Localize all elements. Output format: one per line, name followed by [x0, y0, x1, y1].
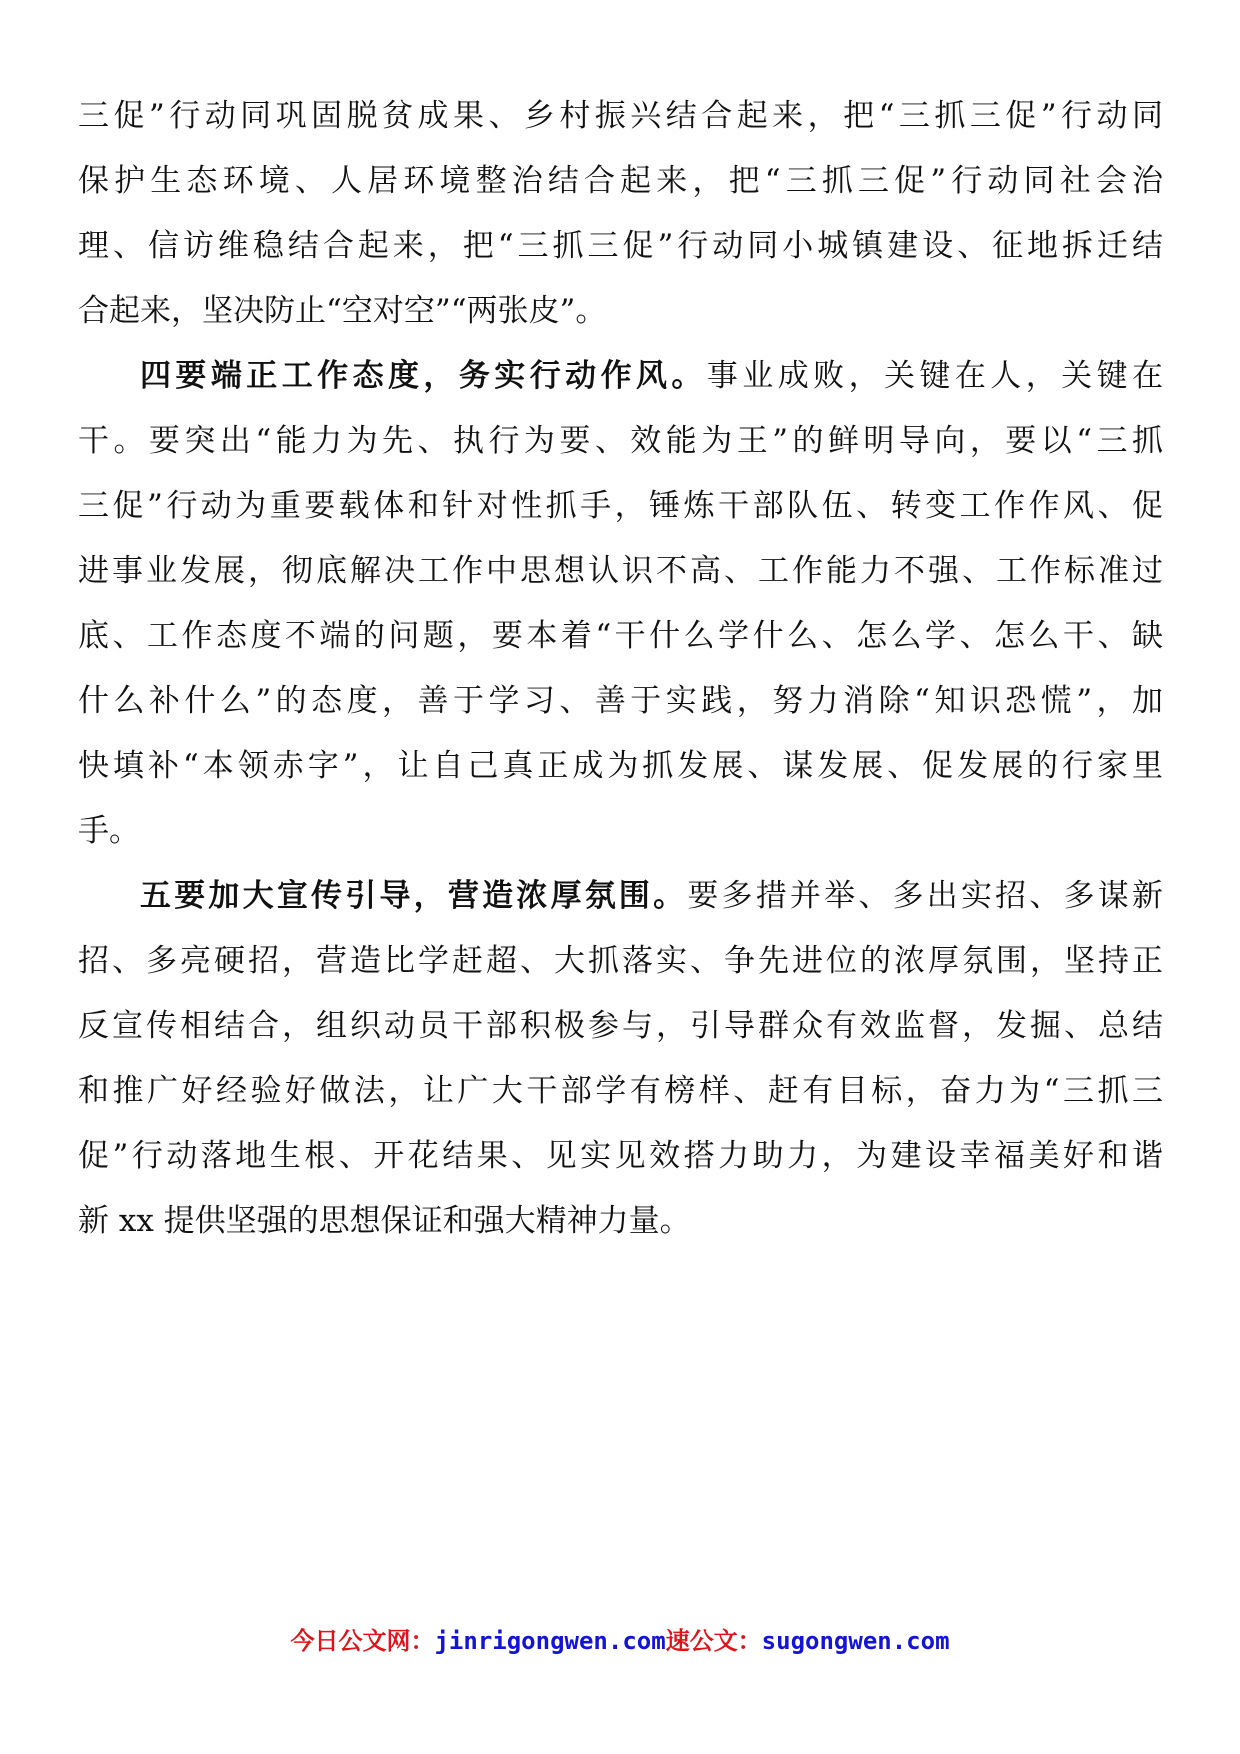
footer-link-jinrigongwen[interactable]: jinrigongwen.com — [434, 1627, 666, 1655]
paragraph-2-line: 进事业发展，彻底解决工作中思想认识不高、工作能力不强、工作标准过 — [78, 553, 1163, 589]
paragraph-2-line: 快填补“本领赤字”，让自己真正成为抓发展、谋发展、促发展的行家里 — [78, 748, 1163, 784]
paragraph-3-first-line-text: 要多措并举、多出实招、多谋新 — [687, 878, 1164, 914]
paragraph-3-first-line — [78, 864, 1163, 929]
text-lines — [78, 84, 1163, 1254]
paragraph-2-first-line-text: 事业成败，关键在人，关键在 — [706, 358, 1164, 394]
paragraph-1-line: 理、信访维稳结合起来，把“三抓三促”行动同小城镇建设、征地拆迁结 — [78, 228, 1163, 264]
paragraph-2-line: 三促”行动为重要载体和针对性抓手，锤炼干部队伍、转变工作作风、促 — [78, 488, 1163, 524]
document-body — [78, 84, 1163, 1254]
paragraph-3-line: 反宣传相结合，组织动员干部积极参与，引导群众有效监督，发掘、总结 — [78, 1008, 1163, 1044]
paragraph-3-line: 和推广好经验好做法，让广大干部学有榜样、赶有目标，奋力为“三抓三 — [78, 1073, 1163, 1109]
footer-site-label-2: 速公文： — [665, 1627, 762, 1655]
paragraph-3-heading: 五要加大宣传引导，营造浓厚氛围。 — [140, 878, 688, 914]
paragraph-2-line: 底、工作态度不端的问题，要本着“干什么学什么、怎么学、怎么干、缺 — [78, 618, 1163, 654]
paragraph-2-first-line — [78, 344, 1163, 409]
paragraph-2-line: 什么补什么”的态度，善于学习、善于实践，努力消除“知识恐慌”，加 — [78, 683, 1163, 719]
paragraph-3-line: 新 xx 提供坚强的思想保证和强大精神力量。 — [78, 1203, 691, 1239]
footer-link-sugongwen[interactable]: sugongwen.com — [761, 1627, 950, 1655]
paragraph-3-line: 招、多亮硬招，营造比学赶超、大抓落实、争先进位的浓厚氛围，坚持正 — [78, 943, 1163, 979]
paragraph-2-heading: 四要端正工作态度，务实行动作风。 — [140, 358, 707, 394]
paragraph-1-line: 合起来，坚决防止“空对空”“两张皮”。 — [78, 293, 607, 329]
footer-watermark — [0, 1621, 1240, 1656]
paragraph-1-line: 三促”行动同巩固脱贫成果、乡村振兴结合起来，把“三抓三促”行动同 — [78, 98, 1163, 134]
paragraph-3-line: 促”行动落地生根、开花结果、见实见效搭力助力，为建设幸福美好和谐 — [78, 1138, 1163, 1174]
paragraph-2-line: 干。要突出“能力为先、执行为要、效能为王”的鲜明导向，要以“三抓 — [78, 423, 1163, 459]
paragraph-2-line: 手。 — [78, 813, 140, 849]
footer-site-label-1: 今日公文网： — [290, 1627, 435, 1655]
paragraph-1-line: 保护生态环境、人居环境整治结合起来，把“三抓三促”行动同社会治 — [78, 163, 1163, 199]
